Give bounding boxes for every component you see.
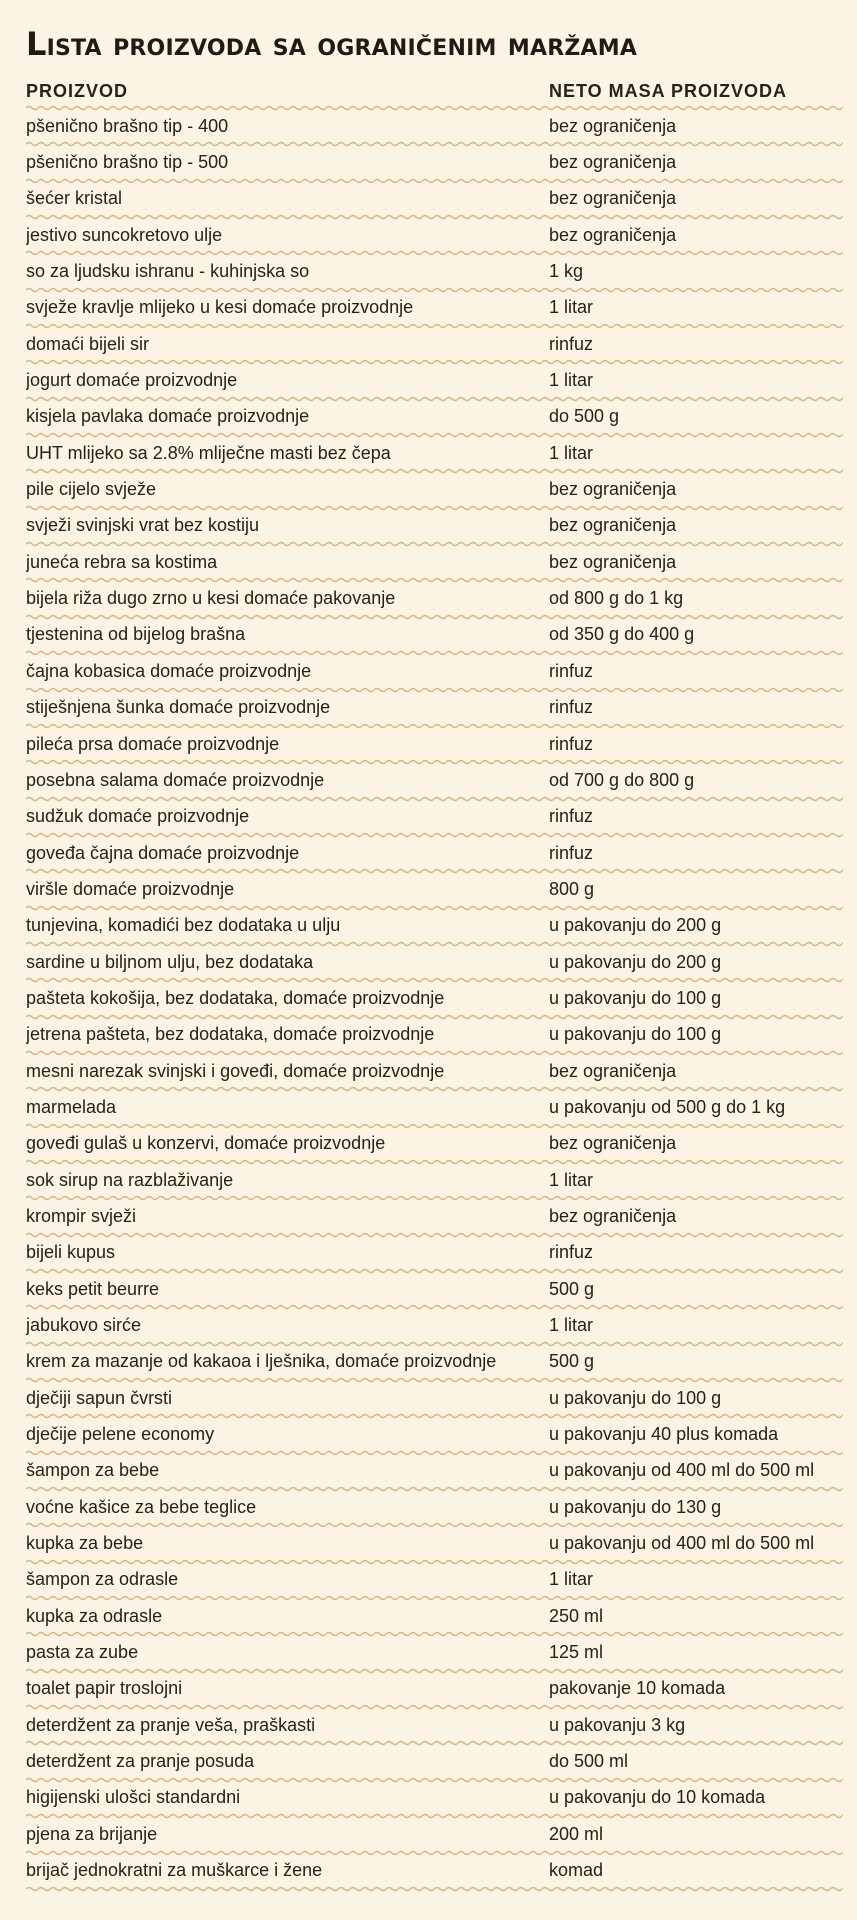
table-row [26, 290, 843, 326]
table-row [26, 1780, 843, 1816]
product-name: goveđi gulaš u konzervi, domaće proizvodnje [26, 1133, 386, 1154]
product-name: keks petit beurre [26, 1278, 160, 1299]
table-row [26, 1634, 843, 1670]
table-row [26, 1416, 843, 1452]
table-row [26, 580, 843, 616]
table-row [26, 108, 843, 144]
product-name: pasta za zube [26, 1642, 139, 1663]
net-mass-value: rinfuz [549, 697, 594, 718]
table-row [26, 508, 843, 544]
table-row [26, 1707, 843, 1743]
product-name: brijač jednokratni za muškarce i žene [26, 1860, 323, 1881]
product-name: bijela riža dugo zrno u kesi domaće pakovanje [26, 588, 396, 609]
table-row [26, 1126, 843, 1162]
product-name: krompir svježi [26, 1205, 137, 1226]
table-row [26, 1017, 843, 1053]
table-row [26, 1525, 843, 1561]
table-row [26, 1089, 843, 1125]
table-row [26, 835, 843, 871]
product-name: pileća prsa domaće proizvodnje [26, 733, 280, 754]
table-row [26, 799, 843, 835]
table-row [26, 1162, 843, 1198]
product-name: marmelada [26, 1096, 117, 1117]
product-name: pile cijelo svježe [26, 479, 157, 500]
net-mass-value: od 800 g do 1 kg [549, 588, 684, 609]
net-mass-value: u pakovanju od 400 ml do 500 ml [549, 1533, 815, 1554]
product-name: svježi svinjski vrat bez kostiju [26, 515, 260, 536]
net-mass-value: bez ograničenja [549, 188, 677, 209]
net-mass-value: rinfuz [549, 660, 594, 681]
table-row [26, 980, 843, 1016]
table-row [26, 181, 843, 217]
net-mass-value: 1 litar [549, 442, 594, 463]
table-row [26, 1743, 843, 1779]
page-title: Lista proizvoda sa ograničenim maržama [26, 25, 638, 63]
column-header-net-mass: NETO MASA PROIZVODA [549, 80, 788, 101]
net-mass-value: u pakovanju od 500 g do 1 kg [549, 1096, 786, 1117]
product-name: posebna salama domaće proizvodnje [26, 769, 325, 790]
table-row [26, 362, 843, 398]
table-row [26, 144, 843, 180]
table-row [26, 1671, 843, 1707]
table-row [26, 1344, 843, 1380]
product-name: jetrena pašteta, bez dodataka, domaće proizvodnje [26, 1024, 435, 1045]
table-row [26, 944, 843, 980]
net-mass-value: komad [549, 1860, 604, 1881]
table-row [26, 908, 843, 944]
column-header-product: PROIZVOD [26, 80, 129, 101]
net-mass-value: 800 g [549, 878, 595, 899]
product-name: šećer kristal [26, 188, 123, 209]
table-row [26, 217, 843, 253]
table-row [26, 1235, 843, 1271]
table-row [26, 435, 843, 471]
table-body [26, 108, 843, 1889]
table-row [26, 1562, 843, 1598]
product-name: dječiji sapun čvrsti [26, 1387, 173, 1408]
product-name: kupka za bebe [26, 1533, 144, 1554]
table-header [26, 74, 843, 108]
product-name: viršle domaće proizvodnje [26, 878, 235, 899]
product-name: toalet papir troslojni [26, 1678, 183, 1699]
product-name: deterdžent za pranje veša, praškasti [26, 1714, 316, 1735]
net-mass-value: u pakovanju do 200 g [549, 915, 722, 936]
product-name: voćne kašice za bebe teglice [26, 1496, 257, 1517]
table-row [26, 399, 843, 435]
table-row [26, 762, 843, 798]
product-name: higijenski ulošci standardni [26, 1787, 241, 1808]
net-mass-value: bez ograničenja [549, 115, 677, 136]
net-mass-value: bez ograničenja [549, 479, 677, 500]
table-row [26, 1853, 843, 1889]
product-name: bijeli kupus [26, 1242, 116, 1263]
product-name: pšenično brašno tip - 400 [26, 115, 229, 136]
net-mass-value: rinfuz [549, 733, 594, 754]
product-name: šampon za bebe [26, 1460, 160, 1481]
net-mass-value: bez ograničenja [549, 1205, 677, 1226]
net-mass-value: rinfuz [549, 842, 594, 863]
product-name: tjestenina od bijelog brašna [26, 624, 246, 645]
product-name: jogurt domaće proizvodnje [26, 370, 238, 391]
net-mass-value: rinfuz [549, 333, 594, 354]
net-mass-value: pakovanje 10 komada [549, 1678, 726, 1699]
net-mass-value: 250 ml [549, 1605, 604, 1626]
table-row [26, 1198, 843, 1234]
product-name: dječije pelene economy [26, 1424, 215, 1445]
table-row [26, 1816, 843, 1852]
table-row [26, 1380, 843, 1416]
net-mass-value: rinfuz [549, 1242, 594, 1263]
net-mass-value: 1 kg [549, 261, 584, 282]
net-mass-value: 1 litar [549, 1315, 594, 1336]
products-table [26, 74, 843, 1889]
net-mass-value: u pakovanju 40 plus komada [549, 1424, 779, 1445]
product-name: šampon za odrasle [26, 1569, 179, 1590]
product-name: stiješnjena šunka domaće proizvodnje [26, 697, 331, 718]
net-mass-value: bez ograničenja [549, 515, 677, 536]
net-mass-value: 500 g [549, 1351, 595, 1372]
net-mass-value: bez ograničenja [549, 1060, 677, 1081]
product-name: jestivo suncokretovo ulje [26, 224, 223, 245]
net-mass-value: 500 g [549, 1278, 595, 1299]
net-mass-value: u pakovanju do 100 g [549, 1024, 722, 1045]
table-row [26, 544, 843, 580]
net-mass-value: bez ograničenja [549, 152, 677, 173]
net-mass-value: do 500 ml [549, 1751, 629, 1772]
product-name: čajna kobasica domaće proizvodnje [26, 660, 312, 681]
table-row [26, 326, 843, 362]
net-mass-value: u pakovanju do 10 komada [549, 1787, 766, 1808]
product-name: domaći bijeli sir [26, 333, 150, 354]
product-name: pšenično brašno tip - 500 [26, 152, 229, 173]
table-row [26, 726, 843, 762]
table-row [26, 1307, 843, 1343]
product-name: kisjela pavlaka domaće proizvodnje [26, 406, 310, 427]
product-name: sardine u biljnom ulju, bez dodataka [26, 951, 314, 972]
table-row [26, 1453, 843, 1489]
net-mass-value: u pakovanju 3 kg [549, 1714, 686, 1735]
net-mass-value: u pakovanju do 100 g [549, 987, 722, 1008]
table-row [26, 1271, 843, 1307]
table-row [26, 1489, 843, 1525]
product-name: sudžuk domaće proizvodnje [26, 806, 250, 827]
net-mass-value: u pakovanju do 100 g [549, 1387, 722, 1408]
net-mass-value: 1 litar [549, 370, 594, 391]
net-mass-value: do 500 g [549, 406, 620, 427]
product-name: jabukovo sirće [26, 1315, 142, 1336]
table-row [26, 871, 843, 907]
net-mass-value: 1 litar [549, 1169, 594, 1190]
product-name: pjena za brijanje [26, 1823, 158, 1844]
product-name: deterdžent za pranje posuda [26, 1751, 255, 1772]
product-name: pašteta kokošija, bez dodataka, domaće proizvodnje [26, 987, 445, 1008]
net-mass-value: 125 ml [549, 1642, 604, 1663]
table-row [26, 690, 843, 726]
table-row [26, 617, 843, 653]
net-mass-value: 1 litar [549, 1569, 594, 1590]
net-mass-value: 1 litar [549, 297, 594, 318]
net-mass-value: bez ograničenja [549, 1133, 677, 1154]
table-row [26, 653, 843, 689]
product-name: juneća rebra sa kostima [26, 551, 218, 572]
product-name: sok sirup na razblaživanje [26, 1169, 234, 1190]
product-name: mesni narezak svinjski i goveđi, domaće proizvodnje [26, 1060, 445, 1081]
net-mass-value: 200 ml [549, 1823, 604, 1844]
net-mass-value: u pakovanju do 200 g [549, 951, 722, 972]
net-mass-value: od 700 g do 800 g [549, 769, 695, 790]
product-name: krem za mazanje od kakaoa i lješnika, domaće proizvodnje [26, 1351, 497, 1372]
table-row [26, 1053, 843, 1089]
product-name: goveđa čajna domaće proizvodnje [26, 842, 300, 863]
product-name: UHT mlijeko sa 2.8% mliječne masti bez čepa [26, 442, 391, 463]
table-row [26, 1598, 843, 1634]
net-mass-value: rinfuz [549, 806, 594, 827]
net-mass-value: od 350 g do 400 g [549, 624, 695, 645]
product-name: svježe kravlje mlijeko u kesi domaće proizvodnje [26, 297, 414, 318]
table-row [26, 471, 843, 507]
product-name: kupka za odrasle [26, 1605, 163, 1626]
net-mass-value: bez ograničenja [549, 224, 677, 245]
product-name: tunjevina, komadići bez dodataka u ulju [26, 915, 341, 936]
table-row [26, 253, 843, 289]
net-mass-value: u pakovanju od 400 ml do 500 ml [549, 1460, 815, 1481]
product-name: so za ljudsku ishranu - kuhinjska so [26, 261, 310, 282]
net-mass-value: u pakovanju do 130 g [549, 1496, 722, 1517]
net-mass-value: bez ograničenja [549, 551, 677, 572]
